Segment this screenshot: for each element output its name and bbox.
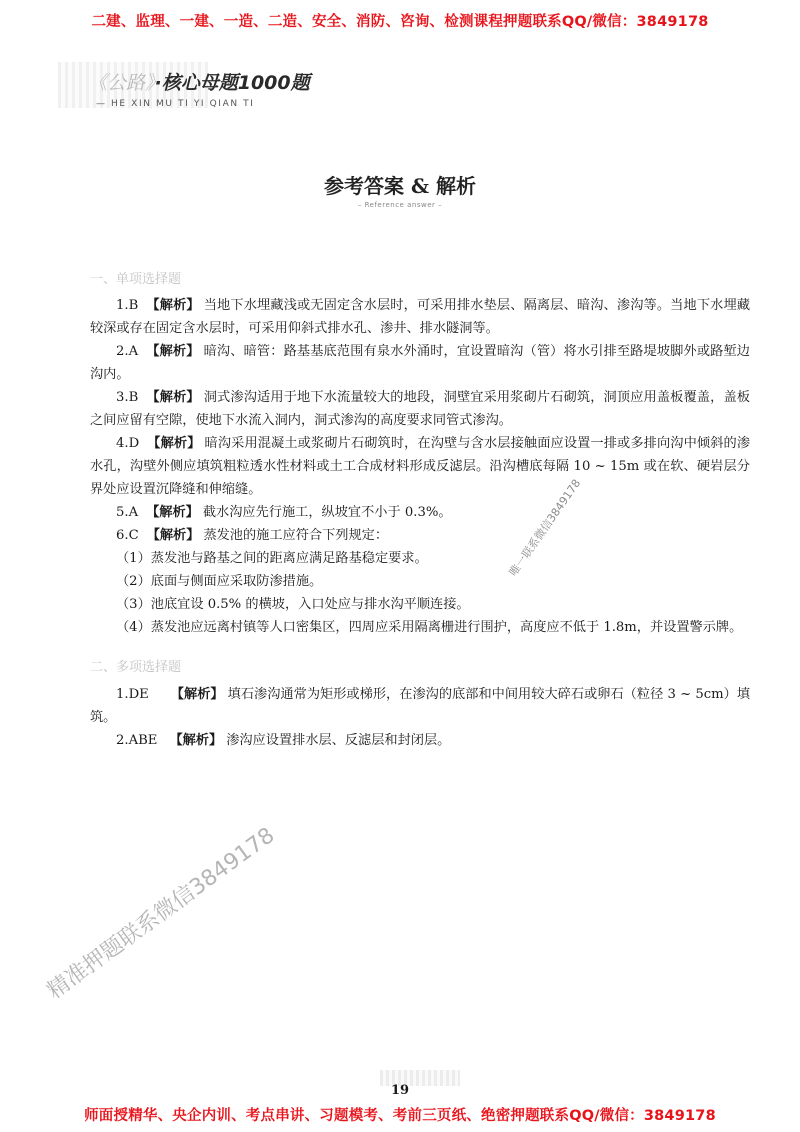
watermark-large: 精准押题联系微信3849178 — [42, 823, 280, 1005]
multiple-choice-heading: 二、多项选择题 — [90, 660, 182, 675]
page-number: 19 — [390, 1083, 410, 1098]
single-choice-heading: 一、单项选择题 — [90, 272, 182, 287]
answer-key: 2.ABE — [116, 733, 158, 748]
analysis-text: 当地下水埋藏浅或无固定含水层时，可采用排水垫层、隔离层、暗沟、渗沟等。当地下水埋藏较深或存在固定含水层时，可采用仰斜式排水孔、渗井、排水隧洞等。 — [90, 298, 751, 336]
book-title-pinyin: — HE XIN MU TI YI QIAN TI — [96, 99, 255, 109]
answer-item — [90, 386, 750, 432]
answer-key: 2.A — [116, 344, 139, 359]
answer-key: 1.B — [116, 298, 139, 313]
answer-key: 4.D — [116, 436, 140, 451]
analysis-text: 截水沟应先行施工，纵坡宜不小于 0.3%。 — [202, 505, 452, 520]
analysis-tag: 【解析】 — [146, 344, 200, 359]
analysis-text: 暗沟采用混凝土或浆砌片石砌筑时，在沟壁与含水层接触面应设置一排或多排向沟中倾斜的渗水孔，沟壁外侧应填筑粗粒透水性材料或土工合成材料形成反滤层。沿沟槽底每隔 10 ~ 15m 或在软、硬岩层分界处应设置沉降缝和伸缩缝。 — [90, 436, 751, 497]
book-title — [88, 68, 310, 95]
answer-item — [90, 524, 750, 547]
answer-key: 1.DE — [116, 687, 149, 702]
answer-item — [90, 729, 750, 752]
analysis-tag: 【解析】 — [146, 505, 199, 520]
top-promo-banner: 二建、监理、一建、一造、二造、安全、消防、咨询、检测课程押题联系QQ/微信：3849178 — [91, 14, 709, 30]
sub-item: （1）蒸发池与路基之间的距离应满足路基稳定要求。 — [116, 551, 428, 566]
analysis-text: 暗沟、暗管：路基基底范围有泉水外涌时，宜设置暗沟（管）将水引排至路堤坡脚外或路堑边沟内。 — [90, 344, 750, 382]
book-title-main: ·核心母题1000题 — [154, 72, 310, 94]
analysis-tag: 【解析】 — [146, 298, 200, 313]
analysis-tag: 【解析】 — [147, 436, 201, 451]
analysis-text: 蒸发池的施工应符合下列规定： — [203, 528, 389, 543]
book-series: 《公路》 — [88, 72, 155, 94]
analysis-tag: 【解析】 — [170, 687, 224, 702]
answer-key: 3.B — [116, 390, 139, 405]
analysis-tag: 【解析】 — [169, 733, 223, 748]
answer-key: 6.C — [116, 528, 139, 543]
analysis-tag: 【解析】 — [146, 528, 200, 543]
watermark-small: 唯一联系微信3849178 — [506, 476, 584, 579]
answer-item — [90, 432, 750, 501]
answer-item — [90, 340, 750, 386]
analysis-tag: 【解析】 — [146, 390, 200, 405]
section-subtitle: – Reference answer – — [357, 201, 443, 209]
section-title: 参考答案 & 解析 — [324, 174, 476, 198]
book-header — [58, 62, 388, 118]
sub-item: （3）池底宜设 0.5% 的横坡，入口处应与排水沟平顺连接。 — [116, 597, 470, 612]
answer-item — [90, 294, 750, 340]
multiple-choice-answers — [90, 683, 750, 752]
sub-item: （2）底面与侧面应采取防渗措施。 — [116, 574, 323, 589]
analysis-text: 填石渗沟通常为矩形或梯形，在渗沟的底部和中间用较大碎石或卵石（粒径 3 ~ 5cm）填筑。 — [90, 687, 751, 725]
analysis-text: 洞式渗沟适用于地下水流量较大的地段，洞壁宜采用浆砌片石砌筑，洞顶应用盖板覆盖，盖板之间应留有空隙，使地下水流入洞内，洞式渗沟的高度要求同管式渗沟。 — [90, 390, 751, 428]
bottom-promo-banner: 师面授精华、央企内训、考点串讲、习题模考、考前三页纸、绝密押题联系QQ/微信：3849178 — [84, 1108, 716, 1124]
section-heading — [0, 170, 800, 209]
single-choice-answers — [90, 294, 750, 639]
sub-item: （4）蒸发池应远离村镇等人口密集区，四周应采用隔离栅进行围护，高度应不低于 1.8m，并设置警示牌。 — [116, 620, 743, 635]
answer-key: 5.A — [116, 505, 139, 520]
answer-item — [90, 501, 750, 524]
answer-item — [90, 683, 750, 729]
analysis-text: 渗沟应设置排水层、反滤层和封闭层。 — [226, 733, 451, 748]
